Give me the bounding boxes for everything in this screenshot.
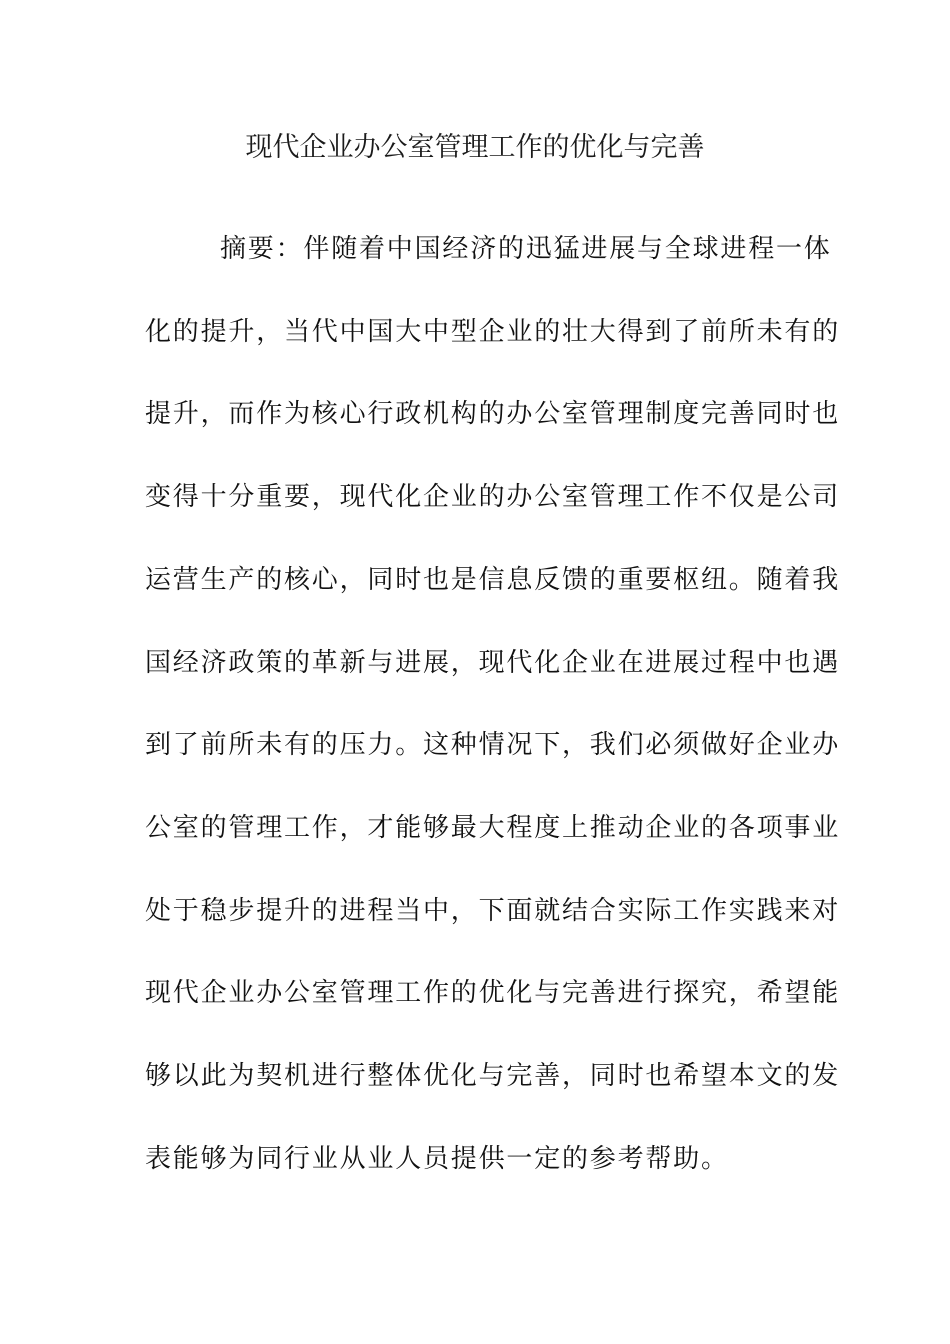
abstract-line: 提升，而作为核心行政机构的办公室管理制度完善同时也 [145,399,841,429]
abstract-line: 到了前所未有的压力。这种情况下，我们必须做好企业办 [145,730,841,760]
abstract-line: 运营生产的核心，同时也是信息反馈的重要枢纽。随着我 [145,565,841,595]
abstract-line: 够以此为契机进行整体优化与完善，同时也希望本文的发 [145,1061,841,1091]
abstract-line: 化的提升，当代中国大中型企业的壮大得到了前所未有的 [145,317,841,347]
document-title: 现代企业办公室管理工作的优化与完善 [245,132,705,163]
abstract-line: 表能够为同行业从业人员提供一定的参考帮助。 [145,1144,729,1174]
abstract-line: 公室的管理工作，才能够最大程度上推动企业的各项事业 [145,813,841,843]
abstract-line: 国经济政策的革新与进展，现代化企业在进展过程中也遇 [145,648,841,678]
abstract-line: 现代企业办公室管理工作的优化与完善进行探究，希望能 [145,978,841,1008]
abstract-line: 处于稳步提升的进程当中，下面就结合实际工作实践来对 [145,896,841,926]
abstract-line: 摘要：伴随着中国经济的迅猛进展与全球进程一体 [220,234,832,264]
abstract-line: 变得十分重要，现代化企业的办公室管理工作不仅是公司 [145,482,841,512]
